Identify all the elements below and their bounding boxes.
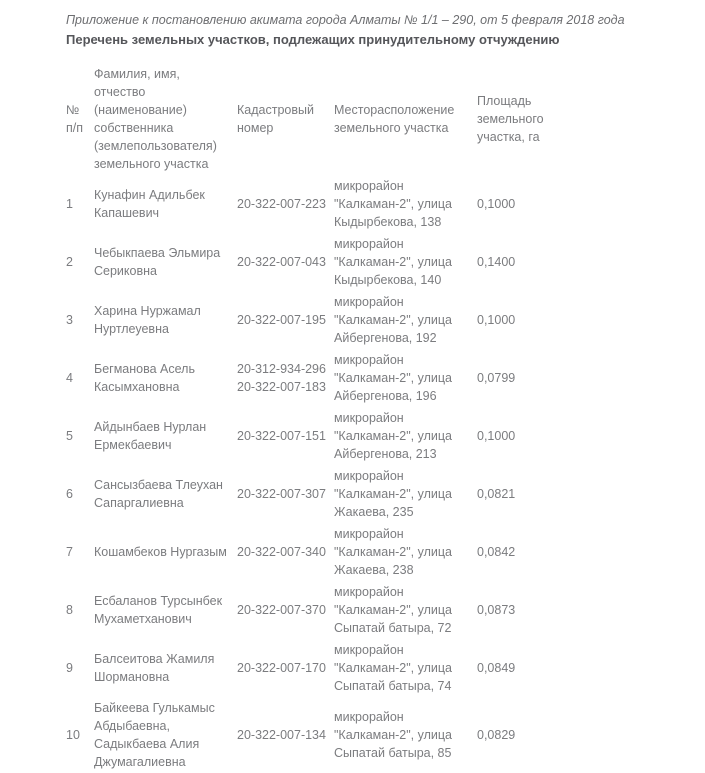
- row-number-cell: 7: [66, 545, 73, 559]
- table-row: [66, 639, 548, 697]
- area-cell: 0,0873: [477, 603, 516, 617]
- page-title: Перечень земельных участков, подлежащих принудительному отчуждению: [66, 32, 560, 47]
- row-number-cell: 6: [66, 487, 73, 501]
- row-number-cell: 3: [66, 313, 73, 327]
- area-cell: 0,0829: [477, 728, 516, 742]
- location-cell: микрорайон "Калкаман-2", улица Айбергенова, 213: [334, 411, 452, 461]
- header-owner: Фамилия, имя, отчество (наименование) собственника (землепользователя) земельного участка: [94, 67, 217, 171]
- location-cell: микрорайон "Калкаман-2", улица Айбергенова, 192: [334, 295, 452, 345]
- location-cell: микрорайон "Калкаман-2", улица Сыпатай батыра, 72: [334, 585, 452, 635]
- row-number-cell: 2: [66, 255, 73, 269]
- header-row-number: № п/п: [66, 103, 84, 135]
- area-cell: 0,0799: [477, 371, 516, 385]
- area-cell: 0,1000: [477, 313, 516, 327]
- table-row: [66, 175, 548, 233]
- area-cell: 0,1400: [477, 255, 516, 269]
- row-number-cell: 4: [66, 371, 73, 385]
- cadastral-number-cell: 20-322-007-134: [237, 728, 326, 742]
- cadastral-number-cell: 20-322-007-370: [237, 603, 326, 617]
- table-row: [66, 465, 548, 523]
- table-row: [66, 581, 548, 639]
- owner-cell: Байкеева Гулькамыс Абдыбаевна, Садыкбаева Алия Джумагалиевна: [94, 701, 215, 769]
- cadastral-number-cell: 20-322-007-223: [237, 197, 326, 211]
- row-number-cell: 1: [66, 197, 73, 211]
- location-cell: микрорайон "Калкаман-2", улица Сыпатай батыра, 85: [334, 710, 452, 760]
- header-area: Площадь земельного участка, га: [477, 94, 544, 144]
- row-number-cell: 5: [66, 429, 73, 443]
- table-row: [66, 697, 548, 773]
- area-cell: 0,1000: [477, 429, 516, 443]
- location-cell: микрорайон "Калкаман-2", улица Кыдырбекова, 138: [334, 179, 452, 229]
- document-annotation: Приложение к постановлению акимата города Алматы № 1/1 – 290, от 5 февраля 2018 года: [66, 13, 625, 27]
- table-row: [66, 349, 548, 407]
- location-cell: микрорайон "Калкаман-2", улица Сыпатай батыра, 74: [334, 643, 452, 693]
- owner-cell: Айдынбаев Нурлан Ермекбаевич: [94, 420, 207, 452]
- area-cell: 0,0849: [477, 661, 516, 675]
- row-number-cell: 9: [66, 661, 73, 675]
- land-plots-table: [66, 63, 548, 773]
- table-row: [66, 407, 548, 465]
- area-cell: 0,0842: [477, 545, 516, 559]
- cadastral-number-cell: 20-322-007-151: [237, 429, 326, 443]
- row-number-cell: 10: [66, 728, 80, 742]
- cadastral-number-cell: 20-322-007-043: [237, 255, 326, 269]
- cadastral-number-cell: 20-312-934-296 20-322-007-183: [237, 362, 326, 394]
- table-header-row: [66, 63, 548, 175]
- owner-cell: Есбаланов Турсынбек Мухаметханович: [94, 594, 223, 626]
- owner-cell: Балсеитова Жамиля Шормановна: [94, 652, 215, 684]
- owner-cell: Бегманова Асель Касымхановна: [94, 362, 195, 394]
- cadastral-number-cell: 20-322-007-170: [237, 661, 326, 675]
- table-row: [66, 291, 548, 349]
- location-cell: микрорайон "Калкаман-2", улица Айбергенова, 196: [334, 353, 452, 403]
- area-cell: 0,0821: [477, 487, 516, 501]
- table-row: [66, 523, 548, 581]
- owner-cell: Сансызбаева Тлеухан Сапаргалиевна: [94, 478, 223, 510]
- owner-cell: Чебыкпаева Эльмира Сериковна: [94, 246, 221, 278]
- location-cell: микрорайон "Калкаман-2", улица Кыдырбекова, 140: [334, 237, 452, 287]
- owner-cell: Кунафин Адильбек Капашевич: [94, 188, 205, 220]
- row-number-cell: 8: [66, 603, 73, 617]
- header-cadastral-number: Кадастровый номер: [237, 103, 314, 135]
- owner-cell: Харина Нуржамал Нуртлеуевна: [94, 304, 201, 336]
- area-cell: 0,1000: [477, 197, 516, 211]
- cadastral-number-cell: 20-322-007-195: [237, 313, 326, 327]
- location-cell: микрорайон "Калкаман-2", улица Жакаева, 238: [334, 527, 452, 577]
- cadastral-number-cell: 20-322-007-307: [237, 487, 326, 501]
- table-header: [66, 63, 548, 175]
- cadastral-number-cell: 20-322-007-340: [237, 545, 326, 559]
- location-cell: микрорайон "Калкаман-2", улица Жакаева, 235: [334, 469, 452, 519]
- header-location: Месторасположение земельного участка: [334, 103, 455, 135]
- table-body: [66, 175, 548, 773]
- table-row: [66, 233, 548, 291]
- owner-cell: Кошамбеков Нургазым: [94, 545, 227, 559]
